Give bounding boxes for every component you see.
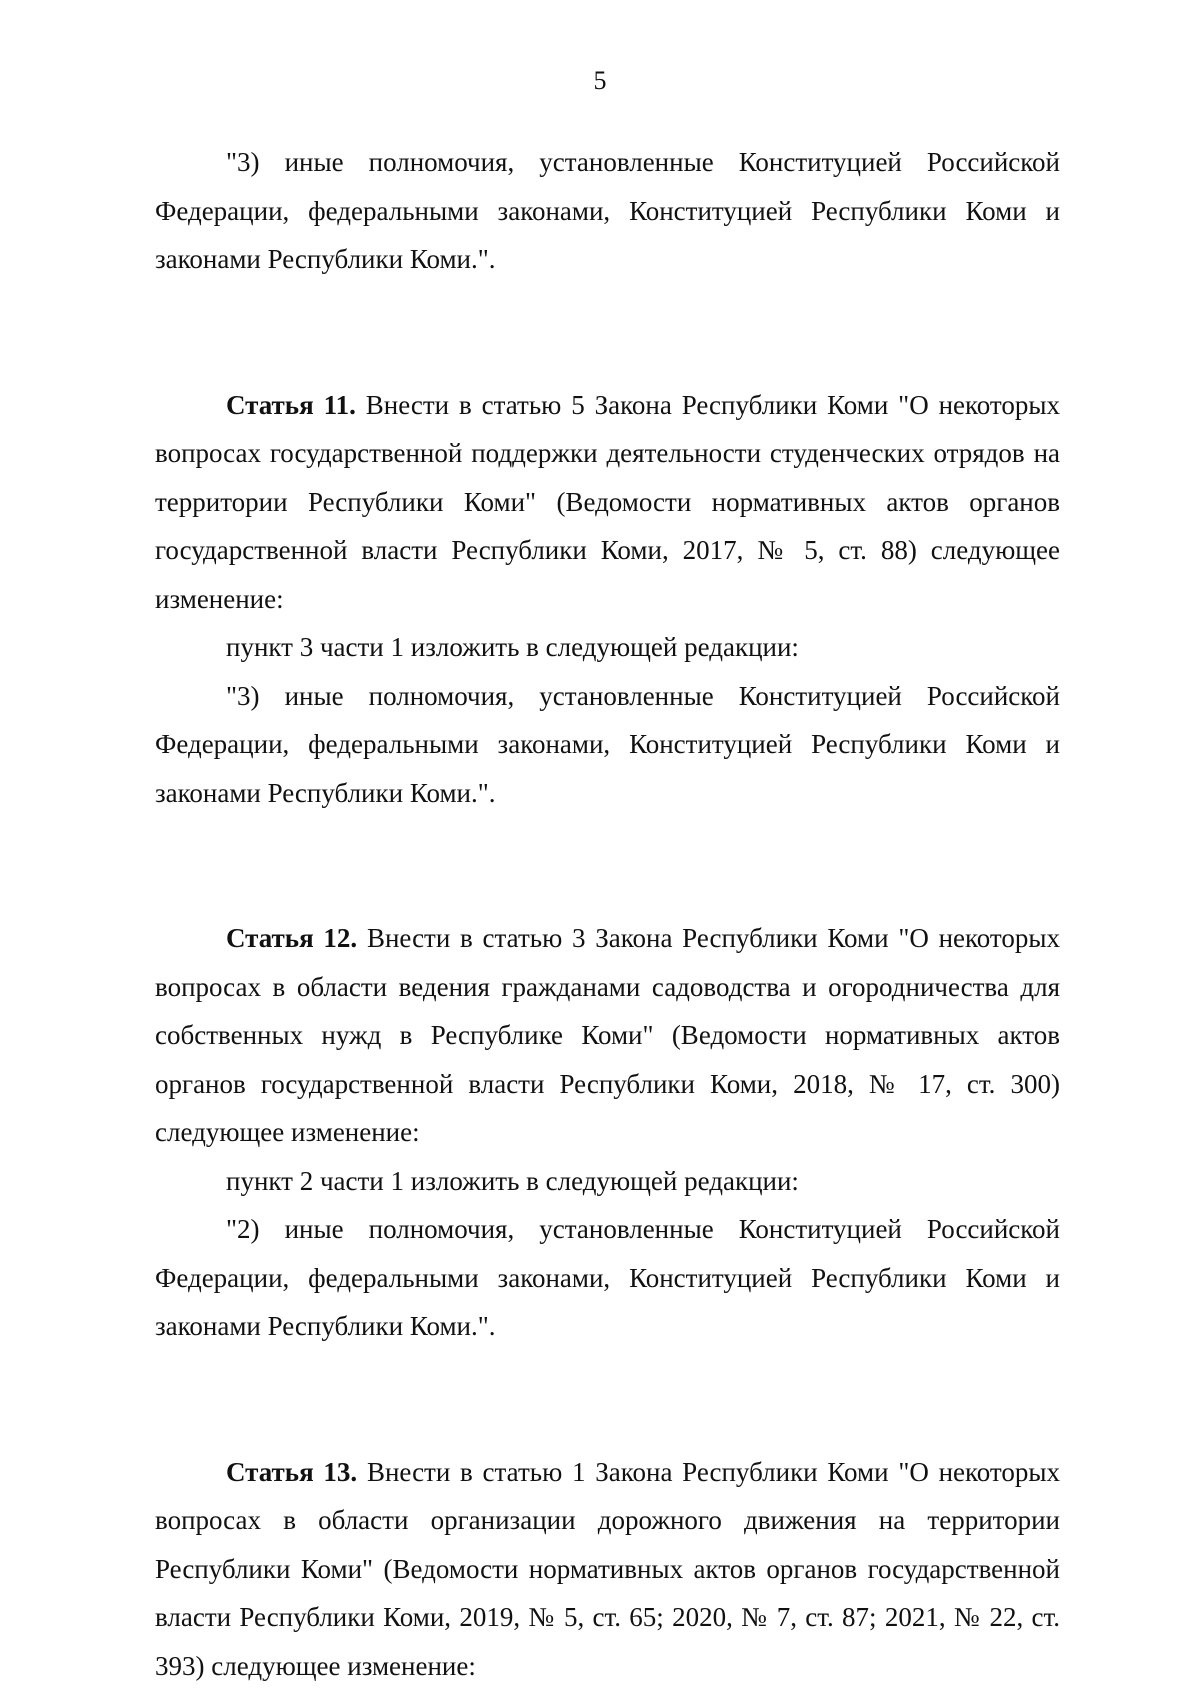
article-13 bbox=[155, 1448, 1060, 1691]
article-11 bbox=[155, 381, 1060, 818]
paragraph: "3) иные полномочия, установленные Конституцией Российской Федерации, федеральными законами, Конституцией Республики Коми и законами Республики Коми.". bbox=[155, 680, 1060, 808]
article-intro-text: Внести в статью 3 Закона Республики Коми "О некоторых вопросах в области ведения гражданами садоводства и огородничества для собственных нужд в Республике Коми" (Ведомости нормативных актов органов государственной власти Республики Коми, 2018, № 17, ст. 300) следующее изменение: bbox=[155, 923, 1061, 1147]
article-heading: Статья 13. bbox=[226, 1456, 358, 1487]
article-intro-text: Внести в статью 1 Закона Республики Коми "О некоторых вопросах в области организации дорожного движения на территории Республики Коми" (Ведомости нормативных актов органов государственной власти Республики Коми, 2019, № 5, ст. 65; 2020, № 7, ст. 87; 2021, № 22, ст. 393) следующее изменение: bbox=[155, 1456, 1061, 1681]
paragraph: пункт 3 части 1 изложить в следующей редакции: bbox=[226, 632, 799, 662]
document-body bbox=[155, 138, 1060, 1690]
article-intro bbox=[155, 381, 1060, 624]
article-heading: Статья 12. bbox=[226, 923, 358, 953]
article-intro-text: Внести в статью 5 Закона Республики Коми "О некоторых вопросах государственной поддержки деятельности студенческих отрядов на территории Республики Коми" (Ведомости нормативных актов органов государственной власти Республики Коми, 2017, № 5, ст. 88) следующее изменение: bbox=[155, 389, 1061, 614]
article-12 bbox=[155, 914, 1060, 1351]
article-intro bbox=[155, 1448, 1060, 1691]
paragraph: "3) иные полномочия, установленные Конституцией Российской Федерации, федеральными законами, Конституцией Республики Коми и законами Республики Коми.". bbox=[155, 147, 1060, 274]
page-number: 5 bbox=[593, 66, 607, 95]
paragraph-gap bbox=[155, 284, 1060, 381]
paragraph-gap bbox=[155, 817, 1060, 914]
article-intro bbox=[155, 914, 1060, 1157]
paragraph: "2) иные полномочия, установленные Конституцией Российской Федерации, федеральными законами, Конституцией Республики Коми и законами Республики Коми.". bbox=[155, 1214, 1060, 1341]
paragraph: пункт 2 части 1 изложить в следующей редакции: bbox=[226, 1165, 799, 1196]
paragraph-gap bbox=[155, 1351, 1060, 1448]
article-heading: Статья 11. bbox=[226, 389, 356, 420]
